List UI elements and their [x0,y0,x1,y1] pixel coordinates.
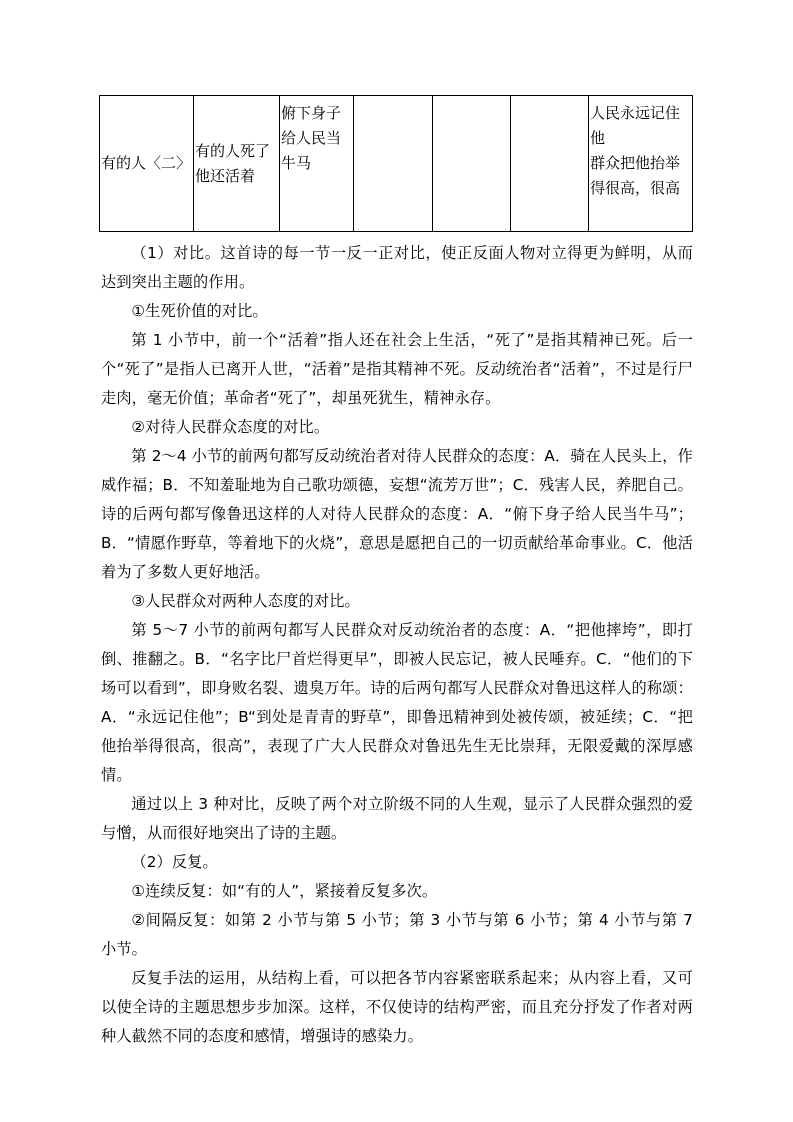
paragraph: 第 5～7 小节的前两句都写人民群众对反动统治者的态度：A．“把他摔垮”，即打倒、推翻之。B．“名字比尸首烂得更早”，即被人民忘记，被人民唾弃。C．“他们的下场可以看到”，即身败名裂、遗臭万年。诗的后两句都写人民群众对鲁迅这样人的称颂：A．“永远记住他”；B“到处是青青的野草”，即鲁迅精神到处被传颂，被延续；C．“把他抬举得很高，很高”，表现了广大人民群众对鲁迅先生无比崇拜，无限爱戴的深厚感情。 [101,621,693,784]
paragraph: 第 2～4 小节的前两句都写反动统治者对待人民群众的态度：A．骑在人民头上，作威作福；B．不知羞耻地为自己歌功颂德，妄想“流芳万世”；C．残害人民，养肥自己。诗的后两句都写像鲁迅这样的人对待人民群众的态度：A．“俯下身子给人民当牛马”；B．“情愿作野草，等着地下的火烧”，意思是愿把自己的一切贡献给革命事业。C．他活着为了多数人更好地活。 [101,447,693,581]
paragraph: （2）反复。 [131,853,218,871]
table-cell-theme: 有的人死了 他还活着 [194,96,280,232]
table-cell-people-response: 人民永远记住 他 群众把他抬举 得很高，很高 [589,96,693,232]
table-cell-empty [511,96,589,232]
paragraph: 反复手法的运用，从结构上看，可以把各节内容紧密联系起来；从内容上看，又可以使全诗的主题思想步步加深。这样，不仅使诗的结构严密，而且充分抒发了作者对两种人截然不同的态度和感情，增强诗的感染力。 [101,969,693,1045]
table-cell-empty [354,96,433,232]
paragraph: （1）对比。这首诗的每一节一反一正对比，使正反面人物对立得更为鲜明，从而达到突出主题的作用。 [101,244,694,291]
table-cell-attitude: 俯下身子 给人民当 牛马 [280,96,354,232]
paragraph: ③人民群众对两种人态度的对比。 [131,592,360,610]
table-row [100,96,693,232]
paragraph: ①生死价值的对比。 [131,302,268,320]
paragraph: ①连续反复：如“有的人”，紧接着反复多次。 [131,882,438,900]
table-cell-empty [433,96,511,232]
paragraph: ②对待人民群众态度的对比。 [131,418,330,436]
table-cell-poem-section: 有的人〈二〉 [100,96,194,232]
analysis-table [99,95,693,232]
document-body [101,239,693,1051]
paragraph: 通过以上 3 种对比，反映了两个对立阶级不同的人生观，显示了人民群众强烈的爱与憎，从而很好地突出了诗的主题。 [101,795,693,842]
paragraph: 第 1 小节中，前一个“活着”指人还在社会上生活，“死了”是指其精神已死。后一个“死了”是指人已离开人世，“活着”是指其精神不死。反动统治者“活着”，不过是行尸走肉，毫无价值；革命者“死了”，却虽死犹生，精神永存。 [101,331,693,407]
paragraph: ②间隔反复：如第 2 小节与第 5 小节；第 3 小节与第 6 小节；第 4 小节与第 7 小节。 [101,911,693,958]
